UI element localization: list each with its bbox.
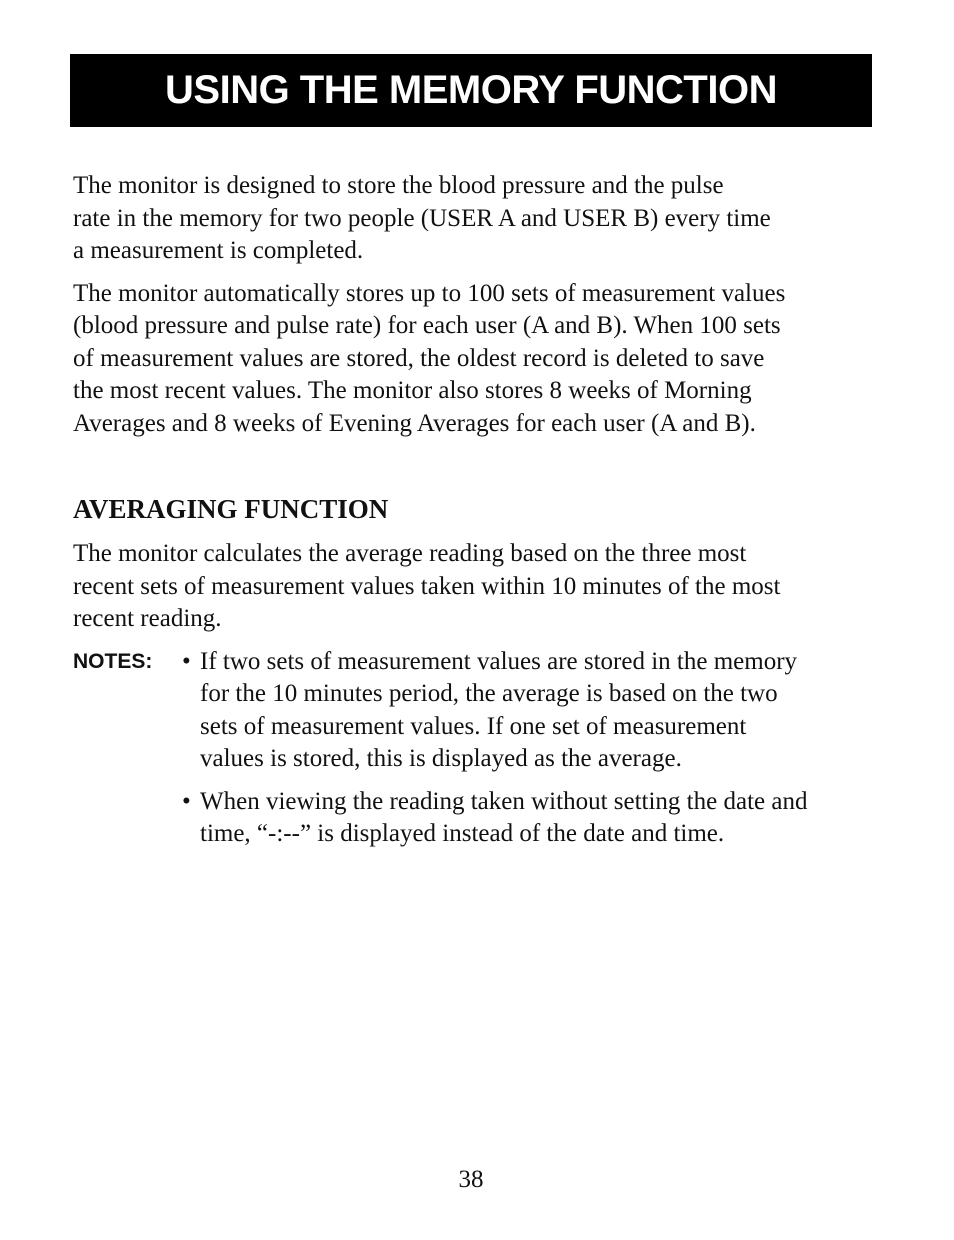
text-line: recent reading. (73, 605, 222, 632)
intro-paragraph-1 (73, 170, 873, 268)
intro-paragraph-2 (73, 278, 873, 441)
text-line: for the 10 minutes period, the average is based on the two (200, 680, 778, 707)
main-content (73, 170, 873, 861)
text-line: rate in the memory for two people (USER A and USER B) every time (73, 204, 771, 232)
text-line: time, “-:--” is displayed instead of the date and time. (200, 820, 725, 847)
text-line: Averages and 8 weeks of Evening Averages for each user (A and B). (73, 409, 756, 437)
page-number: 38 (458, 1166, 484, 1193)
text-line: The monitor calculates the average reading based on the three most (73, 540, 747, 567)
page-title: USING THE MEMORY FUNCTION (165, 68, 777, 112)
text-line: The monitor automatically stores up to 100 sets of measurement values (73, 279, 786, 307)
text-line: values is stored, this is displayed as the average. (200, 745, 682, 772)
text-line: If two sets of measurement values are stored in the memory (200, 647, 798, 675)
title-bar (70, 54, 872, 127)
note-item-2 (73, 786, 873, 851)
bullet-icon: • (182, 787, 191, 815)
text-line: of measurement values are stored, the oldest record is deleted to save (73, 344, 765, 372)
text-line: The monitor is designed to store the blood pressure and the pulse (73, 172, 724, 199)
text-line: recent sets of measurement values taken within 10 minutes of the most (73, 572, 781, 600)
notes-section (73, 646, 873, 851)
notes-label: NOTES: (73, 649, 153, 673)
averaging-paragraph (73, 538, 873, 636)
text-line: (blood pressure and pulse rate) for each user (A and B). When 100 sets (73, 312, 781, 339)
note-item-1 (73, 646, 873, 776)
bullet-icon: • (182, 647, 191, 675)
text-line: a measurement is completed. (73, 237, 364, 264)
averaging-heading: AVERAGING FUNCTION (73, 494, 389, 524)
text-line: When viewing the reading taken without setting the date and (200, 787, 808, 815)
text-line: the most recent values. The monitor also stores 8 weeks of Morning (73, 377, 752, 404)
text-line: sets of measurement values. If one set of measurement (200, 712, 747, 740)
